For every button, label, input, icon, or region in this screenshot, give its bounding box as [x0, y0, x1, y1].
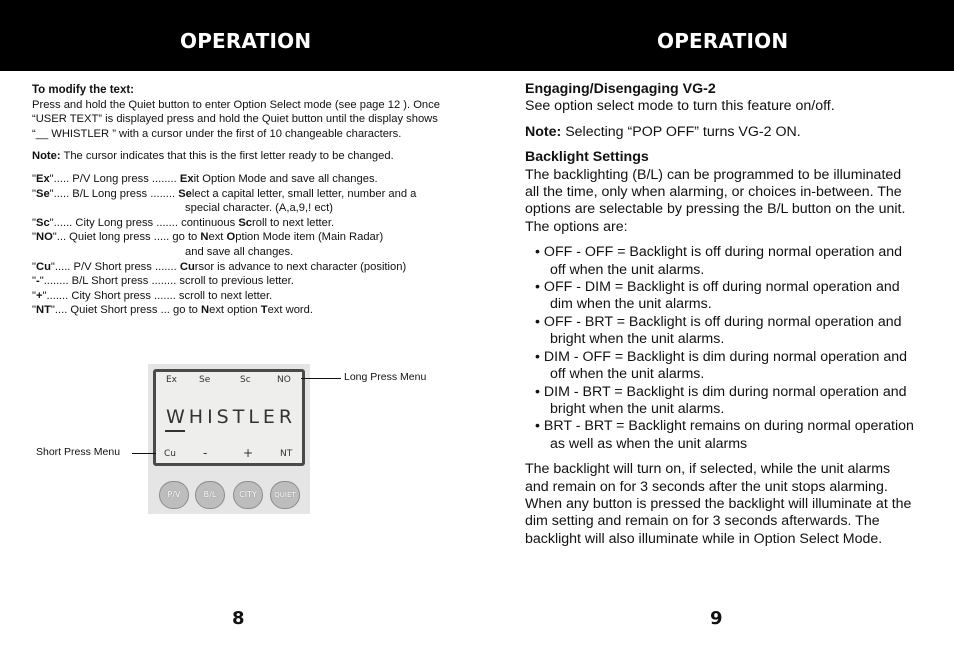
- list-item: • DIM - OFF = Backlight is dim during normal operation and off when the unit alarms.: [535, 348, 908, 383]
- menu-row-minus: "-"........ B/L Short press ........ scroll to previous letter.: [32, 275, 294, 288]
- backlight-heading: Backlight Settings: [525, 149, 649, 166]
- long-press-menu-label: Long Press Menu: [344, 371, 427, 383]
- lcd-label-plus: +: [243, 446, 254, 460]
- quiet-button: QUIET: [270, 481, 300, 509]
- left-page-content: [32, 83, 442, 318]
- note-text: The cursor indicates that this is the first letter ready to be changed.: [60, 150, 394, 163]
- lcd-label-se: Se: [199, 375, 211, 385]
- lcd-word: WHISTLER: [166, 406, 297, 428]
- lcd-label-no: NO: [277, 375, 291, 385]
- lcd-label-nt: NT: [280, 449, 293, 459]
- menu-row-no-continued: and save all changes.: [185, 245, 294, 258]
- pv-button: P/V: [159, 481, 189, 509]
- list-item: • DIM - BRT = Backlight is dim during normal operation and bright when the unit alarms.: [535, 383, 907, 417]
- page-number-left: 8: [232, 608, 245, 629]
- list-item: • BRT - BRT = Backlight remains on during normal operation as well as when the unit alarms: [535, 418, 914, 452]
- menu-row-nt: "NT".... Quiet Short press ... go to Next option Text word.: [32, 304, 313, 317]
- menu-row-no: "NO"... Quiet long press ..... go to Next Option Mode item (Main Radar): [32, 231, 384, 244]
- backlight-closing: The backlight will turn on, if selected, while the unit alarms and remain on for 3 seconds after the unit stops alarming. When any button is pressed the backlight will illuminate at the dim setting and remain on for 3 seconds afterwards. The backlight will also illuminate while in Option Select Mode.: [525, 461, 912, 547]
- menu-row-sc: "Sc"...... City Long press ....... continuous Scroll to next letter.: [32, 216, 335, 229]
- menu-row-cu: "Cu"..... P/V Short press ....... Cursor is advance to next character (position): [32, 260, 407, 273]
- lcd-label-ex: Ex: [166, 375, 178, 385]
- bl-button: B/L: [195, 481, 225, 509]
- lcd-label-cu: Cu: [164, 449, 176, 459]
- modify-text-heading: To modify the text:: [32, 84, 135, 96]
- backlight-intro: The backlighting (B/L) can be programmed to be illuminated all the time, only when alarming, or choices in-between. The options are selectable by pressing the B/L button on the unit. The options are:: [525, 166, 906, 235]
- lcd-cursor: [165, 430, 185, 432]
- right-page-title: OPERATION: [657, 29, 789, 53]
- menu-row-se: "Se"..... B/L Long press ........ Select a capital letter, small letter, number and a: [32, 187, 417, 200]
- list-item: • OFF - DIM = Backlight is off during normal operation and dim when the unit alarms.: [535, 279, 900, 313]
- page-header-bar: [0, 0, 954, 71]
- menu-row-ex: "Ex"..... P/V Long press ........ Exit Option Mode and save all changes.: [32, 172, 378, 185]
- list-item: • OFF - OFF = Backlight is off during normal operation and off when the unit alarms.: [535, 244, 903, 278]
- long-press-leader-line: [301, 378, 341, 379]
- right-page-content: [525, 81, 915, 548]
- menu-row-se-continued: special character. (A,a,9,! ect): [185, 202, 333, 215]
- vg2-note: Note: Selecting “POP OFF” turns VG-2 ON.: [525, 123, 801, 140]
- left-page-title: OPERATION: [180, 29, 312, 53]
- cursor-note: [32, 149, 442, 164]
- short-press-leader-line: [132, 453, 156, 454]
- modify-text-intro: Press and hold the Quiet button to enter Option Select mode (see page 12 ). Once “USER TEXT” is displayed press and hold the Quiet button until the display shows “__ WHISTLER ” with a cursor under the first of 10 changeable characters.: [32, 98, 440, 140]
- city-button: CITY: [233, 481, 263, 509]
- backlight-options-list: [535, 244, 915, 453]
- menu-row-plus: "+"....... City Short press ....... scroll to next letter.: [32, 289, 273, 302]
- lcd-screen: [153, 369, 305, 466]
- note-label: Note:: [32, 150, 61, 163]
- vg2-heading: Engaging/Disengaging VG-2: [525, 81, 716, 97]
- short-press-menu-label: Short Press Menu: [36, 446, 121, 458]
- vg2-text: See option select mode to turn this feature on/off.: [525, 98, 835, 115]
- list-item: • OFF - BRT = Backlight is off during normal operation and bright when the unit alarms.: [535, 313, 902, 348]
- detector-display-illustration: [148, 364, 310, 514]
- lcd-label-minus: -: [203, 446, 208, 460]
- lcd-label-sc: Sc: [240, 375, 251, 385]
- page-number-right: 9: [710, 608, 723, 629]
